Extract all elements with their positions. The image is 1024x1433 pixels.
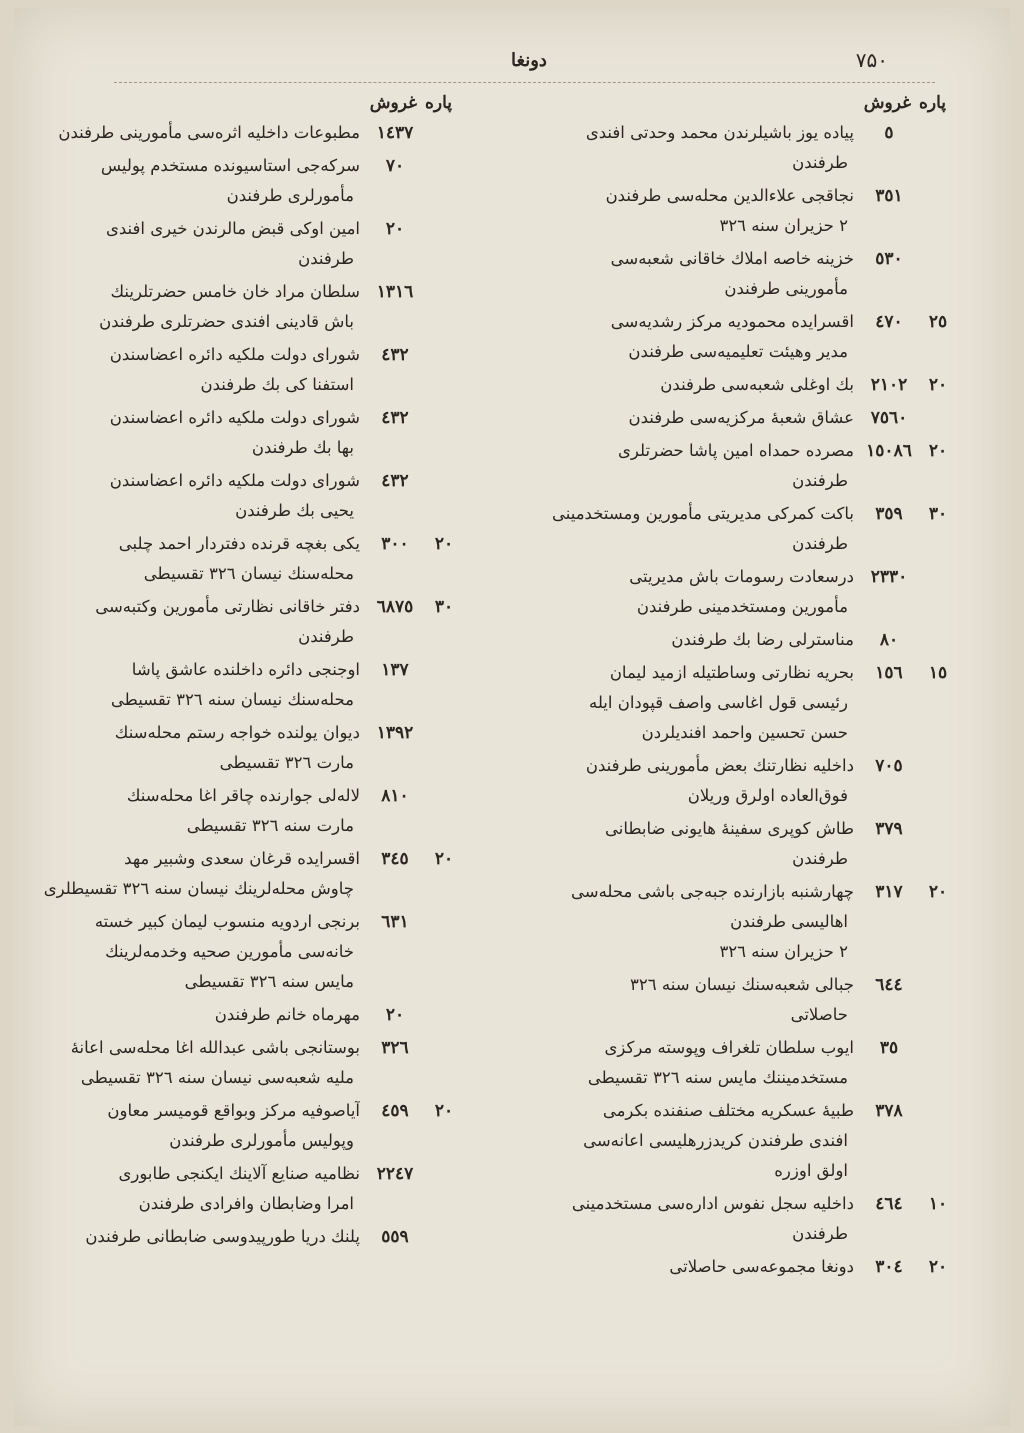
description-line: طبیهٔ عسکریه مختلف صنفنده بکرمی <box>602 1101 854 1120</box>
description-line: امرا وضابطان وافرادی طرفندن <box>138 1194 354 1213</box>
ghurush-amount: ٣٥ <box>879 1038 899 1058</box>
ghurush-amount: ٣١٧ <box>875 882 903 902</box>
ghurush-amount: ٣٤٥ <box>381 849 409 869</box>
ghurush-amount: ٧٥٦٠ <box>870 408 908 428</box>
donation-entry <box>532 1033 952 1093</box>
donor-description <box>8 592 360 652</box>
ghurush-amount: ١٤٣٧ <box>376 123 414 143</box>
donor-description <box>8 466 360 526</box>
description-line: سرکه‌جی استاسیونده مستخدم پولیس <box>100 156 360 175</box>
description-line: استفنا کی بك طرفندن <box>200 375 354 394</box>
ghurush-amount: ٢١٠٢ <box>870 375 908 395</box>
donor-description <box>532 370 854 400</box>
description-line: یکی بغچه قرنده دفتردار احمد چلبی <box>118 534 360 553</box>
donor-description <box>8 1222 360 1252</box>
donation-entry <box>8 718 458 778</box>
donor-description <box>8 907 360 997</box>
para-amount: ١٠ <box>928 1194 948 1214</box>
donation-entry <box>8 118 458 148</box>
donor-description <box>8 1159 360 1219</box>
description-line: بها بك طرفندن <box>251 438 354 457</box>
donor-description <box>8 118 360 148</box>
ghurush-amount: ٧٠٥ <box>875 756 903 776</box>
description-line: مناسترلی رضا بك طرفندن <box>671 630 854 649</box>
ghurush-amount: ٣٠٤ <box>875 1257 903 1277</box>
running-title: دونغا <box>511 50 547 71</box>
description-line: فوق‌العاده اولرق وریلان <box>687 786 848 805</box>
donor-description <box>532 1252 854 1282</box>
para-amount: ٣٠ <box>434 597 454 617</box>
donor-description <box>8 781 360 841</box>
description-line: چهارشنبه بازارنده جبه‌جی باشی محله‌سی <box>571 882 854 901</box>
donation-entry <box>532 658 952 748</box>
description-line: مأمورینی طرفندن <box>724 279 848 298</box>
ghurush-amount: ١٣٩٢ <box>376 723 414 743</box>
donation-entry <box>8 1159 458 1219</box>
description-line: شورای دولت ملکیه دائره اعضاسندن <box>109 471 360 490</box>
donor-description <box>532 814 854 874</box>
description-line: دیوان یولنده خواجه رستم محله‌سنك <box>114 723 360 742</box>
ghurush-heading: غروش <box>369 93 417 113</box>
donor-description <box>532 562 854 622</box>
donation-entry <box>8 1000 458 1030</box>
description-line: حسن تحسین واحمد افندیلردن <box>641 723 848 742</box>
donor-description <box>8 1000 360 1030</box>
ghurush-amount: ٤٣٢ <box>381 408 409 428</box>
description-line: پیاده یوز باشیلرندن محمد وحدتی افندی <box>585 123 854 142</box>
description-line: باکت کمرکی مدیریتی مأمورین ومستخدمینی <box>552 504 854 523</box>
description-line: ۲ حزیران سنه ٣٢٦ <box>719 942 848 961</box>
donation-entry <box>8 1033 458 1093</box>
donor-description <box>532 970 854 1030</box>
donation-entry <box>532 814 952 874</box>
description-line: درسعادت رسومات باش مدیریتی <box>629 567 854 586</box>
ghurush-amount: ١٥٠٨٦ <box>866 441 912 461</box>
donor-description <box>532 751 854 811</box>
ghurush-amount: ٤٣٢ <box>381 345 409 365</box>
ghurush-amount: ٢٠ <box>385 219 405 239</box>
description-line: لاله‌لی جوارنده چاقر اغا محله‌سنك <box>126 786 360 805</box>
donor-description <box>8 1096 360 1156</box>
donation-entry <box>532 562 952 622</box>
donation-entry <box>8 151 458 211</box>
donation-entry <box>532 1096 952 1186</box>
description-line: طاش کوپری سفینهٔ هایونی ضابطانی <box>605 819 854 838</box>
description-line: ایوب سلطان تلغراف وپوسته مرکزی <box>604 1038 854 1057</box>
description-line: افندی طرفندن کریدزرهلیسی اعانه‌سی <box>583 1131 848 1150</box>
donation-entry <box>532 625 952 655</box>
column-heading <box>8 88 458 118</box>
description-line: طرفندن <box>792 471 848 490</box>
para-amount: ٢٥ <box>928 312 948 332</box>
description-line: طرفندن <box>792 153 848 172</box>
description-line: طرفندن <box>792 534 848 553</box>
ghurush-amount: ٥ <box>884 123 894 143</box>
header-rule <box>114 82 935 83</box>
description-line: شورای دولت ملکیه دائره اعضاسندن <box>109 408 360 427</box>
donor-description <box>532 1033 854 1093</box>
ghurush-amount: ٢٢٤٧ <box>376 1164 414 1184</box>
description-line: مستخدمیننك مایس سنه ٣٢٦ تقسیطی <box>587 1068 848 1087</box>
donation-entry <box>8 844 458 904</box>
donation-entry <box>532 970 952 1030</box>
ghurush-amount: ٣٥٩ <box>875 504 903 524</box>
donor-description <box>8 340 360 400</box>
donor-description <box>532 658 854 748</box>
description-line: آیاصوفیه مرکز وبواقع قومیسر معاون <box>107 1101 360 1120</box>
donation-entry <box>532 403 952 433</box>
para-amount: ٣٠ <box>928 504 948 524</box>
donor-description <box>8 151 360 211</box>
description-line: اهالیسی طرفندن <box>730 912 848 931</box>
donation-list <box>532 118 952 1282</box>
donation-entry <box>532 436 952 496</box>
ghurush-amount: ٢٠ <box>385 1005 405 1025</box>
description-line: داخلیه نظارتنك بعض مأمورینی طرفندن <box>585 756 854 775</box>
description-line: امین اوکی قبض مالرندن خیری افندی <box>105 219 360 238</box>
description-line: مارت سنه ٣٢٦ تقسیطی <box>186 816 354 835</box>
donation-entry <box>8 340 458 400</box>
description-line: پلنك دریا طورپیدوسی ضابطانی طرفندن <box>85 1227 360 1246</box>
donation-entry <box>532 244 952 304</box>
ghurush-amount: ٧٠ <box>385 156 405 176</box>
para-amount: ٢٠ <box>928 441 948 461</box>
ghurush-amount: ٦٣١ <box>381 912 409 932</box>
donation-entry <box>532 118 952 178</box>
description-line: باش قادینی افندی حضرتلری طرفندن <box>99 312 354 331</box>
description-line: نظامیه صنایع آلاینك ایکنجی طابوری <box>118 1164 360 1183</box>
ghurush-amount: ٦٤٤ <box>875 975 903 995</box>
donor-description <box>532 307 854 367</box>
description-line: دونغا مجموعه‌سی حاصلاتی <box>669 1257 854 1276</box>
donation-list <box>8 118 458 1252</box>
description-line: مدیر وهیئت تعلیمیه‌سی طرفندن <box>628 342 848 361</box>
donation-entry <box>532 751 952 811</box>
description-line: طرفندن <box>792 1224 848 1243</box>
ghurush-amount: ٤٧٠ <box>875 312 903 332</box>
description-line: اوجنجی دائره داخلنده عاشق پاشا <box>131 660 360 679</box>
page-header <box>14 48 1010 78</box>
donor-description <box>532 1189 854 1249</box>
donation-entry <box>532 307 952 367</box>
donor-description <box>8 529 360 589</box>
left-column <box>8 88 458 1255</box>
donor-description <box>532 403 854 433</box>
ghurush-amount: ٤٦٤ <box>875 1194 903 1214</box>
donor-description <box>532 1096 854 1186</box>
para-amount: ١٥ <box>928 663 948 683</box>
description-line: خانه‌سی مأمورین صحیه وخدمه‌لرینك <box>105 942 354 961</box>
ghurush-amount: ١٥٦ <box>875 663 903 683</box>
description-line: وپولیس مأمورلری طرفندن <box>169 1131 354 1150</box>
description-line: مصرده حمداه امین پاشا حضرتلری <box>618 441 854 460</box>
ghurush-amount: ٣٠٠ <box>381 534 409 554</box>
donor-description <box>532 118 854 178</box>
description-line: رئیسی قول اغاسی واصف قپودان ایله <box>588 693 848 712</box>
description-line: مأمورین ومستخدمینی طرفندن <box>636 597 848 616</box>
description-line: سلطان مراد خان خامس حضرتلرینك <box>110 282 360 301</box>
donor-description <box>8 403 360 463</box>
description-line: مطبوعات داخلیه اثره‌سی مأمورینی طرفندن <box>58 123 360 142</box>
ghurush-amount: ٥٣٠ <box>875 249 903 269</box>
description-line: ملیه شعبه‌سی نیسان سنه ٣٢٦ تقسیطی <box>80 1068 354 1087</box>
donor-description <box>8 277 360 337</box>
description-line: شورای دولت ملکیه دائره اعضاسندن <box>109 345 360 364</box>
donation-entry <box>532 1189 952 1249</box>
donation-entry <box>532 370 952 400</box>
para-amount: ٢٠ <box>928 1257 948 1277</box>
ghurush-heading: غروش <box>863 93 911 113</box>
description-line: داخلیه سجل نفوس اداره‌سی مستخدمینی <box>571 1194 854 1213</box>
ghurush-amount: ٤٣٢ <box>381 471 409 491</box>
ghurush-amount: ٨٠ <box>879 630 899 650</box>
description-line: عشاق شعبهٔ مرکزیه‌سی طرفندن <box>628 408 854 427</box>
donation-entry <box>8 529 458 589</box>
donor-description <box>532 499 854 559</box>
description-line: بك اوغلی شعبه‌سی طرفندن <box>660 375 854 394</box>
description-line: یحیی بك طرفندن <box>235 501 354 520</box>
description-line: اولق اوزره <box>774 1161 848 1180</box>
donation-entry <box>8 403 458 463</box>
donor-description <box>532 877 854 967</box>
description-line: حاصلاتی <box>790 1005 848 1024</box>
donation-entry <box>532 499 952 559</box>
description-line: چاوش محله‌لرینك نیسان سنه ٣٢٦ تقسیطلری <box>43 879 354 898</box>
ghurush-amount: ١٣١٦ <box>376 282 414 302</box>
donor-description <box>8 655 360 715</box>
donor-description <box>8 1033 360 1093</box>
column-heading <box>532 88 952 118</box>
para-heading: پاره <box>424 93 452 113</box>
ghurush-amount: ١٣٧ <box>381 660 409 680</box>
donor-description <box>8 844 360 904</box>
donation-entry <box>8 592 458 652</box>
donation-entry <box>532 181 952 241</box>
para-heading: پاره <box>918 93 946 113</box>
donation-entry <box>8 466 458 526</box>
para-amount: ٢٠ <box>434 1101 454 1121</box>
description-line: بحریه نظارتی وساطتیله ازمید لیمان <box>609 663 854 682</box>
page-number: ۷۵۰ <box>855 48 888 72</box>
donation-entry <box>532 1252 952 1282</box>
ghurush-amount: ٥٥٩ <box>381 1227 409 1247</box>
ghurush-amount: ٣٧٩ <box>875 819 903 839</box>
description-line: اقسرایده قرغان سعدی وشبیر مهد <box>124 849 360 868</box>
ghurush-amount: ٣٢٦ <box>381 1038 409 1058</box>
donation-entry <box>8 214 458 274</box>
donation-entry <box>8 781 458 841</box>
description-line: محله‌سنك نیسان ٣٢٦ تقسیطی <box>143 564 354 583</box>
donation-entry <box>8 907 458 997</box>
description-line: طرفندن <box>792 849 848 868</box>
right-column <box>532 88 952 1285</box>
donor-description <box>8 214 360 274</box>
description-line: دفتر خاقانی نظارتی مأمورین وکتبه‌سی <box>95 597 360 616</box>
donation-entry <box>532 877 952 967</box>
donor-description <box>532 436 854 496</box>
description-line: طرفندن <box>298 249 354 268</box>
donation-entry <box>8 277 458 337</box>
donor-description <box>532 625 854 655</box>
para-amount: ٢٠ <box>928 882 948 902</box>
description-line: مایس سنه ٣٢٦ تقسیطی <box>184 972 354 991</box>
description-line: مأمورلری طرفندن <box>226 186 354 205</box>
description-line: بوستانجی باشی عبدالله اغا محله‌سی اعانهٔ <box>70 1038 360 1057</box>
description-line: جبالی شعبه‌سنك نیسان سنه ٣٢٦ <box>630 975 854 994</box>
ghurush-amount: ٦٨٧٥ <box>376 597 414 617</box>
ghurush-amount: ٤٥٩ <box>381 1101 409 1121</box>
description-line: مهرماه خانم طرفندن <box>214 1005 360 1024</box>
para-amount: ٢٠ <box>434 534 454 554</box>
description-line: نجاقجی علاءالدین محله‌سی طرفندن <box>605 186 854 205</box>
donation-entry <box>8 655 458 715</box>
description-line: طرفندن <box>298 627 354 646</box>
para-amount: ٢٠ <box>928 375 948 395</box>
donation-entry <box>8 1096 458 1156</box>
ghurush-amount: ٣٧٨ <box>875 1101 903 1121</box>
description-line: برنجی اردویه منسوب لیمان کبیر خسته‌ <box>94 912 360 931</box>
description-line: ۲ حزیران سنه ٣٢٦ <box>719 216 848 235</box>
ghurush-amount: ٢٣٣٠ <box>870 567 908 587</box>
ghurush-amount: ٨١٠ <box>381 786 409 806</box>
donor-description <box>532 181 854 241</box>
donor-description <box>532 244 854 304</box>
ghurush-amount: ٣٥١ <box>875 186 903 206</box>
description-line: اقسرایده محمودیه مرکز رشدیه‌سی <box>610 312 854 331</box>
para-amount: ٢٠ <box>434 849 454 869</box>
description-line: مارت ٣٢٦ تقسیطی <box>219 753 354 772</box>
description-line: محله‌سنك نیسان سنه ٣٢٦ تقسیطی <box>110 690 354 709</box>
donation-entry <box>8 1222 458 1252</box>
description-line: خزینه خاصه املاك خاقانی شعبه‌سی <box>610 249 854 268</box>
donor-description <box>8 718 360 778</box>
